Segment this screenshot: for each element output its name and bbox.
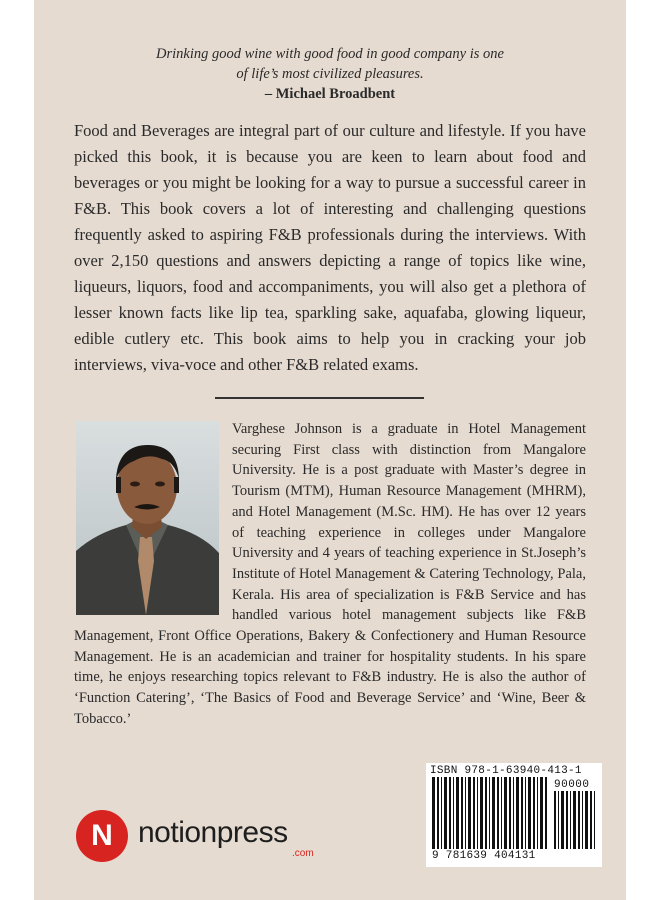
notionpress-icon: N xyxy=(76,810,128,862)
barcode-bar xyxy=(501,777,502,849)
barcode-bar xyxy=(432,777,435,849)
barcode-bars xyxy=(432,777,550,849)
quote-author: – Michael Broadbent xyxy=(264,86,396,102)
barcode-bar xyxy=(444,777,447,849)
isbn-label: ISBN 978-1-63940-413-1 xyxy=(430,765,582,777)
quote-line-2: of life’s most civilized pleasures. xyxy=(236,66,424,82)
barcode-bar xyxy=(453,777,454,849)
barcode-bar xyxy=(437,777,439,849)
barcode-bar xyxy=(509,777,511,849)
publisher-dotcom: .com xyxy=(292,848,314,859)
barcode-bar xyxy=(590,791,592,849)
isbn-digits: 9 781639 404131 xyxy=(432,850,536,862)
barcode-bar xyxy=(540,777,543,849)
quote-line-1: Drinking good wine with good food in good company is one xyxy=(156,46,504,62)
barcode-bar xyxy=(504,777,507,849)
barcode-addon-bars xyxy=(554,791,598,849)
barcode-bar xyxy=(585,791,588,849)
barcode-bar xyxy=(573,791,576,849)
author-bio xyxy=(74,419,586,730)
book-back-cover xyxy=(34,0,626,900)
barcode-bar xyxy=(521,777,523,849)
barcode-bar xyxy=(480,777,483,849)
barcode-bar xyxy=(485,777,487,849)
barcode-bar xyxy=(566,791,568,849)
barcode-bar xyxy=(554,791,556,849)
publisher-name: notionpress xyxy=(138,816,288,849)
barcode-bar xyxy=(477,777,478,849)
barcode-bar xyxy=(441,777,442,849)
barcode-bar xyxy=(449,777,451,849)
price-code: 90000 xyxy=(554,779,590,791)
barcode-bar xyxy=(456,777,459,849)
barcode-bar xyxy=(468,777,471,849)
book-description: Food and Beverages are integral part of our culture and lifestyle. If you have picked this book, it is because you are keen to learn about food and beverages or you might be looking for a way to pursue a successful career in F&B. This book covers a lot of interesting and challenging questions frequently asked to aspiring F&B professionals during the interviews. With over 2,150 questions and answers depicting a range of topics like wine, liqueurs, liquors, food and accompaniments, you will also get a plethora of lesser known facts like lip tea, sparkling sake, aquafaba, glowing liqueur, edible cutlery etc. This book aims to help you in cracking your job interviews, viva-voce and other F&B related exams. xyxy=(74,121,586,374)
barcode-bar xyxy=(461,777,463,849)
barcode-bar xyxy=(545,777,547,849)
barcode-bar xyxy=(528,777,531,849)
barcode-bar xyxy=(537,777,538,849)
barcode-bar xyxy=(473,777,475,849)
barcode-bar xyxy=(465,777,466,849)
barcode-bar xyxy=(533,777,535,849)
barcode-bar xyxy=(489,777,490,849)
author-bio-text: Varghese Johnson is a graduate in Hotel Management securing First class with distinction from Mangalore University. He is a post graduate with Master’s degree in Tourism (MTM), Human Resource Management (MHRM), and Hotel Management (M.Sc. HM). He has over 12 years of teaching experience in colleges under Mangalore University and 4 years of teaching experience in St.Joseph’s Institute of Hotel Management & Catering Technology, Pala, Kerala. His area of specialization is F&B Service and has handled various hotel management subjects like F&B Management, Front Office Operations, Bakery & Confectionery and Human Resource Management. He is an academician and trainer for hospitality students. In his spare time, he enjoys researching topics relevant to F&B industry. He is also the author of ‘Function Catering’, ‘The Basics of Food and Beverage Service’ and ‘Wine, Beer & Tobacco.’ xyxy=(74,421,586,727)
epigraph xyxy=(34,44,626,104)
barcode-bar xyxy=(525,777,526,849)
barcode-bar xyxy=(558,791,559,849)
barcode-bar xyxy=(578,791,580,849)
barcode-bar xyxy=(497,777,499,849)
divider xyxy=(215,397,424,399)
isbn-barcode xyxy=(426,763,602,867)
barcode-bar xyxy=(561,791,564,849)
barcode-bar xyxy=(513,777,514,849)
barcode-bar xyxy=(594,791,595,849)
barcode-bar xyxy=(516,777,519,849)
barcode-bar xyxy=(492,777,495,849)
barcode-bar xyxy=(570,791,571,849)
barcode-bar xyxy=(582,791,583,849)
publisher-logo xyxy=(76,810,316,866)
